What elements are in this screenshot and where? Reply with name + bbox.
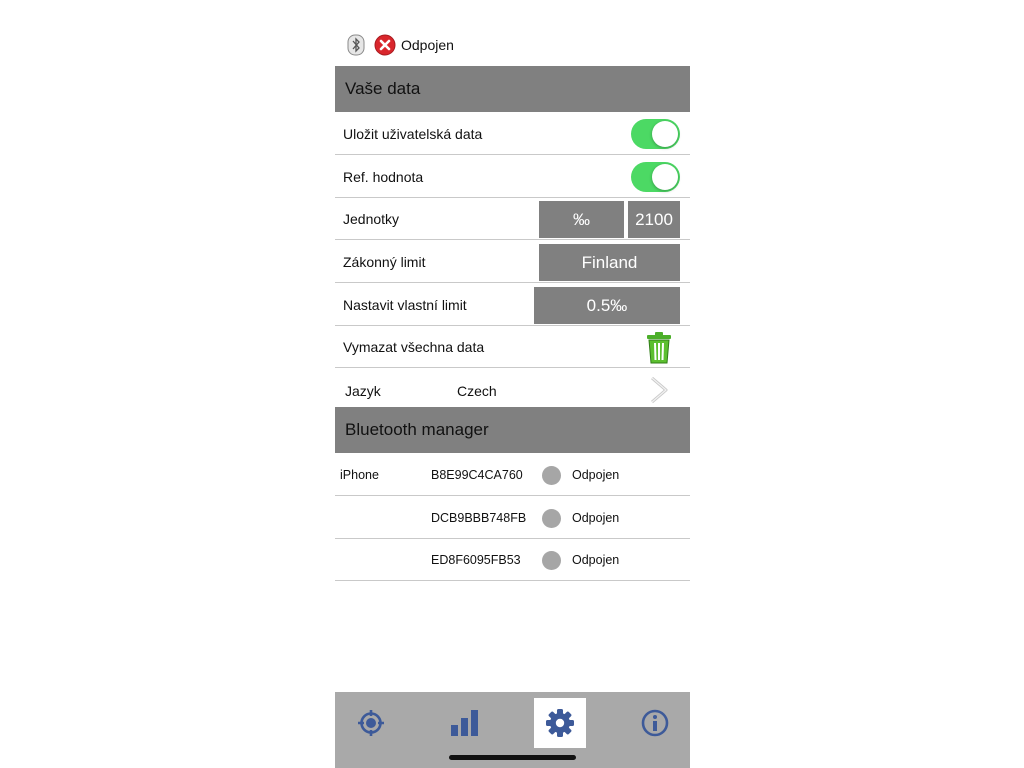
row-delete-all (335, 326, 690, 368)
connection-status (335, 31, 690, 59)
row-label: Zákonný limit (343, 254, 426, 270)
device-row[interactable] (335, 497, 690, 539)
row-label: Ref. hodnota (343, 169, 424, 185)
device-status: Odpojen (572, 511, 620, 525)
unit-value-button[interactable]: 2100 (628, 201, 680, 238)
ref-value-toggle[interactable] (631, 162, 680, 192)
tab-settings[interactable] (534, 698, 586, 748)
device-status-dot (542, 466, 561, 485)
section-title: Vaše data (345, 79, 421, 98)
section-header-bluetooth (335, 407, 690, 453)
row-save-user-data (335, 113, 690, 155)
device-status: Odpojen (572, 553, 620, 567)
bluetooth-icon (347, 34, 365, 56)
tab-statistics[interactable] (439, 698, 491, 748)
custom-limit-button[interactable]: 0.5‰ (534, 287, 680, 324)
device-row[interactable] (335, 454, 690, 496)
row-label: Jednotky (343, 211, 400, 227)
row-ref-value (335, 156, 690, 198)
row-language[interactable] (335, 369, 690, 407)
legal-limit-button[interactable]: Finland (539, 244, 680, 281)
unit-selector-button[interactable]: ‰ (539, 201, 624, 238)
connection-status-text: Odpojen (401, 37, 454, 53)
device-name: iPhone (340, 468, 379, 482)
chevron-right-icon[interactable] (648, 375, 670, 405)
toggle-knob (652, 121, 678, 147)
tab-info[interactable] (629, 698, 681, 748)
row-label: Jazyk (345, 383, 381, 399)
row-units (335, 198, 690, 240)
info-icon (641, 709, 669, 737)
bar-chart-icon (450, 709, 480, 737)
device-status-dot (542, 509, 561, 528)
gear-icon (545, 708, 575, 738)
row-legal-limit (335, 241, 690, 283)
device-status: Odpojen (572, 468, 620, 482)
section-header-your-data (335, 66, 690, 112)
device-id: ED8F6095FB53 (431, 553, 521, 567)
row-label: Vymazat všechna data (343, 339, 485, 355)
device-row[interactable] (335, 539, 690, 581)
device-id: DCB9BBB748FB (431, 511, 527, 525)
disconnected-x-icon (374, 34, 396, 56)
tab-target[interactable] (345, 698, 397, 748)
device-status-dot (542, 551, 561, 570)
settings-screen (335, 0, 690, 768)
row-label: Uložit uživatelská data (343, 126, 483, 142)
toggle-knob (652, 164, 678, 190)
trash-icon[interactable] (645, 330, 673, 364)
device-id: B8E99C4CA760 (431, 468, 523, 482)
row-custom-limit (335, 284, 690, 326)
section-title: Bluetooth manager (345, 420, 489, 439)
row-label: Nastavit vlastní limit (343, 297, 467, 313)
language-value: Czech (457, 383, 497, 399)
save-user-data-toggle[interactable] (631, 119, 680, 149)
home-indicator (449, 755, 576, 760)
target-icon (357, 709, 385, 737)
